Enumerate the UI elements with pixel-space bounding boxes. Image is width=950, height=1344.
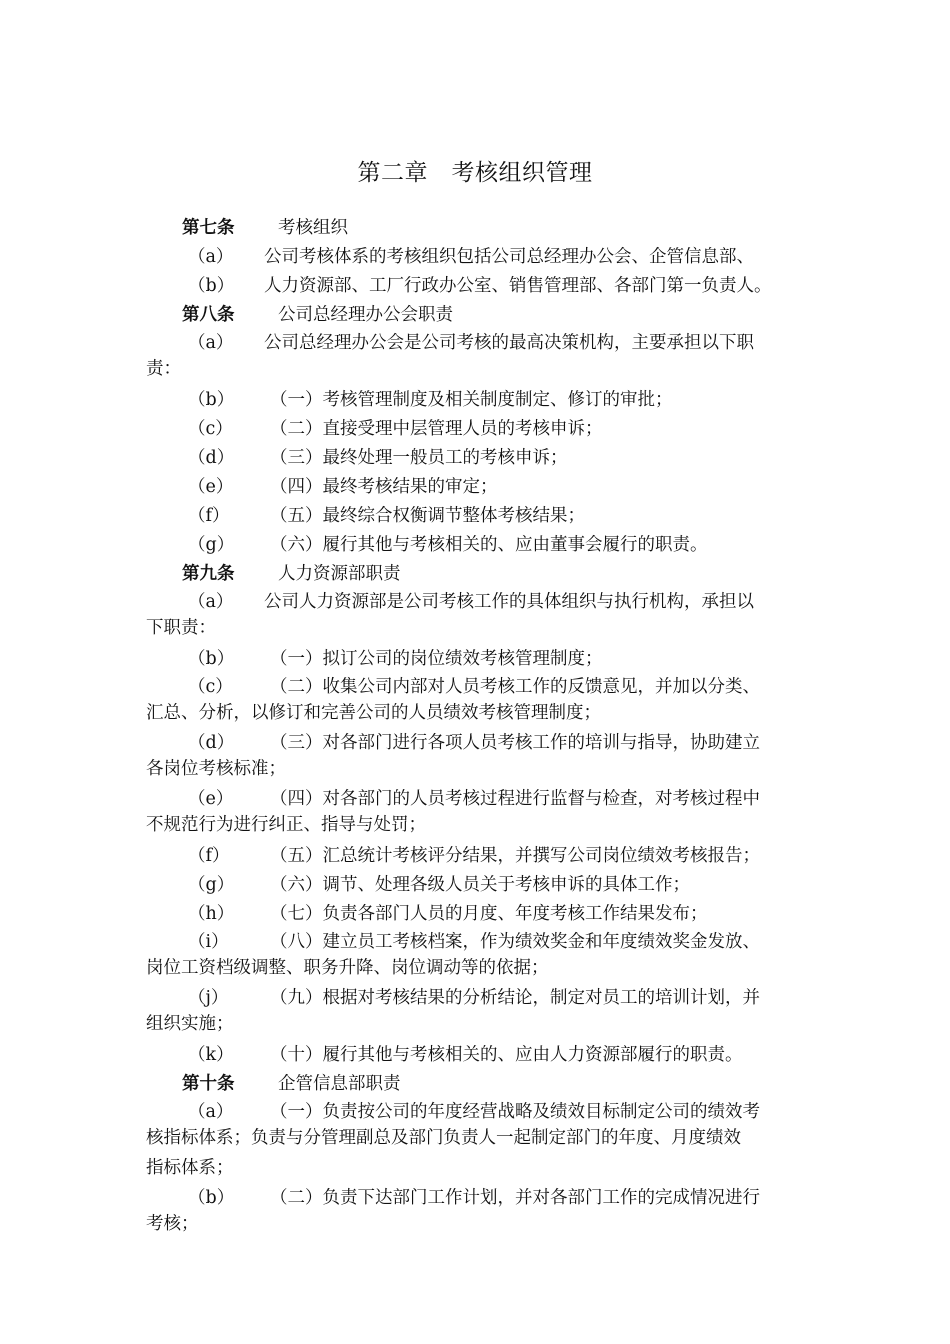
- item-text: 人力资源部、工厂行政办公室、销售管理部、各部门第一负责人。: [264, 276, 772, 296]
- item-text: 责：: [146, 359, 181, 379]
- article-number: 第八条: [182, 305, 235, 325]
- item-text: （一）拟订公司的岗位绩效考核管理制度；: [270, 649, 603, 669]
- article-heading: [146, 301, 810, 330]
- list-item: [146, 1185, 810, 1211]
- continuation-line: [146, 812, 810, 842]
- item-label: （a）: [188, 592, 234, 612]
- continuation-line: [146, 1011, 810, 1041]
- continuation-line: [146, 700, 810, 730]
- item-text: 考核；: [146, 1214, 199, 1234]
- item-text: （六）调节、处理各级人员关于考核申诉的具体工作；: [270, 875, 690, 895]
- item-text: （九）根据对考核结果的分析结论，制定对员工的培训计划，并: [270, 988, 760, 1008]
- continuation-line: [146, 615, 810, 645]
- chapter-title: 第二章 考核组织管理: [357, 160, 593, 186]
- item-text: （五）最终综合权衡调节整体考核结果；: [270, 506, 585, 526]
- item-text: （四）对各部门的人员考核过程进行监督与检查，对考核过程中: [270, 789, 760, 809]
- item-text: 各岗位考核标准；: [146, 759, 286, 779]
- article-number: 第十条: [182, 1074, 235, 1094]
- list-item: [146, 1099, 810, 1125]
- list-item: [146, 985, 810, 1011]
- item-text: （五）汇总统计考核评分结果，并撰写公司岗位绩效考核报告；: [270, 846, 760, 866]
- item-text: （二）直接受理中层管理人员的考核申诉；: [270, 419, 603, 439]
- item-label: （h）: [188, 904, 235, 924]
- article-heading: [146, 1070, 810, 1099]
- item-text: （六）履行其他与考核相关的、应由董事会履行的职责。: [270, 535, 708, 555]
- list-item: [146, 473, 810, 502]
- item-text: 指标体系；: [146, 1158, 234, 1178]
- article-heading: [146, 560, 810, 589]
- list-item: [146, 415, 810, 444]
- item-text: （二）收集公司内部对人员考核工作的反馈意见，并加以分类、: [270, 677, 760, 697]
- item-text: （四）最终考核结果的审定；: [270, 477, 498, 497]
- item-label: （d）: [188, 448, 235, 468]
- article-number: 第九条: [182, 564, 235, 584]
- article-title: 考核组织: [278, 218, 348, 238]
- item-label: （a）: [188, 1102, 234, 1122]
- item-text: 公司人力资源部是公司考核工作的具体组织与执行机构，承担以: [264, 592, 754, 612]
- item-text: （七）负责各部门人员的月度、年度考核工作结果发布；: [270, 904, 708, 924]
- item-text: 汇总、分析，以修订和完善公司的人员绩效考核管理制度；: [146, 703, 601, 723]
- item-text: （十）履行其他与考核相关的、应由人力资源部履行的职责。: [270, 1045, 743, 1065]
- article-heading: [146, 214, 810, 243]
- list-item: [146, 929, 810, 955]
- item-label: （b）: [188, 649, 235, 669]
- item-label: （c）: [188, 419, 233, 439]
- item-label: （j）: [188, 988, 229, 1008]
- list-item: [146, 330, 810, 356]
- list-item: [146, 386, 810, 415]
- item-text: （二）负责下达部门工作计划，并对各部门工作的完成情况进行: [270, 1188, 760, 1208]
- list-item: [146, 243, 810, 272]
- list-item: [146, 531, 810, 560]
- item-label: （c）: [188, 677, 233, 697]
- item-text: 公司总经理办公会是公司考核的最高决策机构，主要承担以下职: [264, 333, 754, 353]
- item-text: （八）建立员工考核档案，作为绩效奖金和年度绩效奖金发放、: [270, 932, 760, 952]
- continuation-line: [146, 1211, 810, 1241]
- list-item: [146, 900, 810, 929]
- document-body: [146, 214, 810, 1241]
- list-item: [146, 444, 810, 473]
- list-item: [146, 272, 810, 301]
- item-text: 不规范行为进行纠正、指导与处罚；: [146, 815, 426, 835]
- item-label: （f）: [188, 846, 230, 866]
- item-text: 核指标体系；负责与分管理副总及部门负责人一起制定部门的年度、月度绩效: [146, 1128, 741, 1148]
- item-label: （i）: [188, 932, 229, 952]
- item-text: （三）最终处理一般员工的考核申诉；: [270, 448, 568, 468]
- article-title: 公司总经理办公会职责: [278, 305, 453, 325]
- item-label: （e）: [188, 477, 234, 497]
- item-text: 组织实施；: [146, 1014, 234, 1034]
- list-item: [146, 786, 810, 812]
- item-label: （f）: [188, 506, 230, 526]
- item-label: （g）: [188, 875, 235, 895]
- continuation-line: [146, 1155, 810, 1185]
- list-item: [146, 589, 810, 615]
- item-label: （a）: [188, 247, 234, 267]
- list-item: [146, 842, 810, 871]
- item-label: （k）: [188, 1045, 234, 1065]
- item-label: （a）: [188, 333, 234, 353]
- article-title: 企管信息部职责: [278, 1074, 401, 1094]
- list-item: [146, 674, 810, 700]
- item-label: （e）: [188, 789, 234, 809]
- item-text: （一）考核管理制度及相关制度制定、修订的审批；: [270, 390, 673, 410]
- item-label: （b）: [188, 276, 235, 296]
- list-item: [146, 502, 810, 531]
- item-text: 岗位工资档级调整、职务升降、岗位调动等的依据；: [146, 958, 549, 978]
- article-title: 人力资源部职责: [278, 564, 401, 584]
- item-text: （三）对各部门进行各项人员考核工作的培训与指导，协助建立: [270, 733, 760, 753]
- continuation-line: [146, 955, 810, 985]
- item-label: （g）: [188, 535, 235, 555]
- list-item: [146, 871, 810, 900]
- continuation-line: [146, 1125, 810, 1155]
- continuation-line: [146, 756, 810, 786]
- list-item: [146, 730, 810, 756]
- item-label: （d）: [188, 733, 235, 753]
- list-item: [146, 1041, 810, 1070]
- item-text: 下职责：: [146, 618, 216, 638]
- item-text: （一）负责按公司的年度经营战略及绩效目标制定公司的绩效考: [270, 1102, 760, 1122]
- continuation-line: [146, 356, 810, 386]
- list-item: [146, 645, 810, 674]
- item-label: （b）: [188, 390, 235, 410]
- item-label: （b）: [188, 1188, 235, 1208]
- article-number: 第七条: [182, 218, 235, 238]
- item-text: 公司考核体系的考核组织包括公司总经理办公会、企管信息部、: [264, 247, 754, 267]
